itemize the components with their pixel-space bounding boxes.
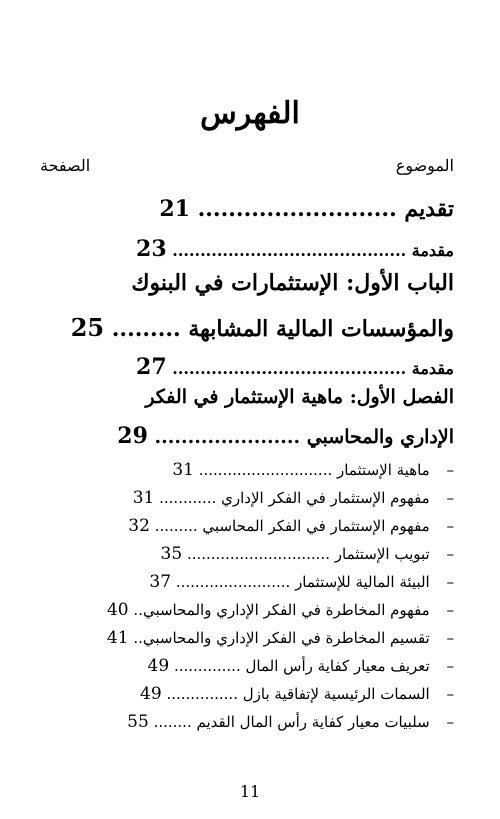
toc-entry [60, 423, 454, 449]
toc-entry [60, 236, 454, 262]
toc-part-heading: الباب الأول: الإستثمارات في البنوك [131, 270, 454, 296]
toc-entry-page: 23 [136, 236, 167, 262]
toc-subentry-page: 37 [149, 572, 172, 592]
toc-subentry-page: 49 [140, 684, 162, 704]
dash-marker: – [446, 461, 454, 479]
toc-entry-leader: .......................................... [172, 359, 407, 378]
column-header-topic: الموضوع [395, 156, 454, 175]
toc-subentry-text: مفهوم المخاطرة في الفكر الإداري والمحاسبي.. [133, 601, 430, 619]
toc-entry [60, 313, 454, 342]
toc-subentry-page: 31 [132, 488, 155, 508]
toc-subentry [60, 684, 454, 704]
toc-subentry [60, 712, 454, 732]
toc-subentry-text: البيئة المالية للإستثمار [295, 573, 430, 591]
toc-entry-text: والمؤسسات المالية المشابهة [188, 316, 454, 342]
dash-marker: – [446, 685, 454, 703]
toc-subentry-page: 49 [147, 656, 170, 676]
toc-entry-page: 29 [117, 423, 148, 449]
toc-subentry [60, 572, 454, 592]
dash-marker: – [446, 601, 454, 619]
toc-entry-leader: ...................... [154, 426, 301, 448]
toc-subentry [60, 544, 454, 564]
toc-subentry-leader: .............................. [186, 545, 330, 563]
toc-subentry [60, 460, 454, 480]
toc-subentry-text: تقسيم المخاطرة في الفكر الإداري والمحاسبي.. [133, 629, 430, 647]
toc-entry-leader: .......................... [197, 196, 397, 222]
toc-subentry-text: ماهية الإستثمار [337, 461, 430, 479]
toc-entry-page: 25 [70, 313, 105, 342]
toc-subentry-leader: ........................ [175, 573, 291, 591]
toc-subentry-page: 31 [172, 460, 194, 480]
toc-subentry-leader: .............. [173, 657, 241, 675]
dash-marker: – [446, 573, 454, 591]
toc-entry [60, 196, 454, 222]
page-number: 11 [239, 782, 261, 801]
dash-marker: – [446, 629, 454, 647]
toc-subentry-page: 41 [106, 628, 129, 648]
toc-entry-page: 21 [159, 196, 190, 222]
toc-subentry [60, 488, 454, 508]
dash-marker: – [446, 489, 454, 507]
toc-subentry-leader: ........ [153, 713, 192, 731]
toc-subentry-text: السمات الرئيسية لإتفاقية بازل [242, 685, 430, 703]
toc-entry-leader: ......... [111, 316, 181, 342]
toc-subentry [60, 600, 454, 620]
toc-subentry-leader: ............................ [198, 461, 333, 479]
toc-entry-page: 27 [136, 354, 167, 380]
dash-marker: – [446, 713, 454, 731]
toc-entry-text: تقديم [404, 196, 454, 222]
toc-subentry-leader: ............... [166, 685, 238, 703]
toc-subentry-page: 35 [160, 544, 183, 564]
toc-subentry-text: سلبيات معيار كفاية رأس المال القديم [196, 713, 430, 731]
dash-marker: – [446, 657, 454, 675]
toc-subentry-text: تبويب الإستثمار [334, 545, 430, 563]
toc-subentry-text: مفهوم الإستثمار في الفكر الإداري [221, 489, 430, 507]
toc-subentry [60, 656, 454, 676]
dash-marker: – [446, 545, 454, 563]
toc-subentry-page: 40 [106, 600, 129, 620]
column-header-page: الصفحة [40, 156, 91, 175]
toc-chapter-heading: الفصل الأول: ماهية الإستثمار في الفكر [145, 386, 454, 408]
toc-entry-text: الإداري والمحاسبي [306, 426, 454, 448]
toc-subentry-page: 55 [127, 712, 149, 732]
toc-subentry-leader: ......... [154, 517, 198, 535]
page-title: الفهرس [200, 96, 300, 131]
toc-subentry-page: 32 [128, 516, 150, 536]
toc-subentry-text: تعريف معيار كفاية رأس المال [245, 657, 430, 675]
toc-entry [60, 354, 454, 380]
toc-entry-text: مقدمة [411, 241, 454, 260]
toc-subentry-text: مفهوم الإستثمار في الفكر المحاسبي [202, 517, 430, 535]
toc-subentry [60, 516, 454, 536]
dash-marker: – [446, 517, 454, 535]
toc-subentry [60, 628, 454, 648]
toc-entry-text: مقدمة [411, 359, 454, 378]
toc-entry-leader: .......................................... [172, 241, 407, 260]
toc-subentry-leader: ............ [159, 489, 217, 507]
